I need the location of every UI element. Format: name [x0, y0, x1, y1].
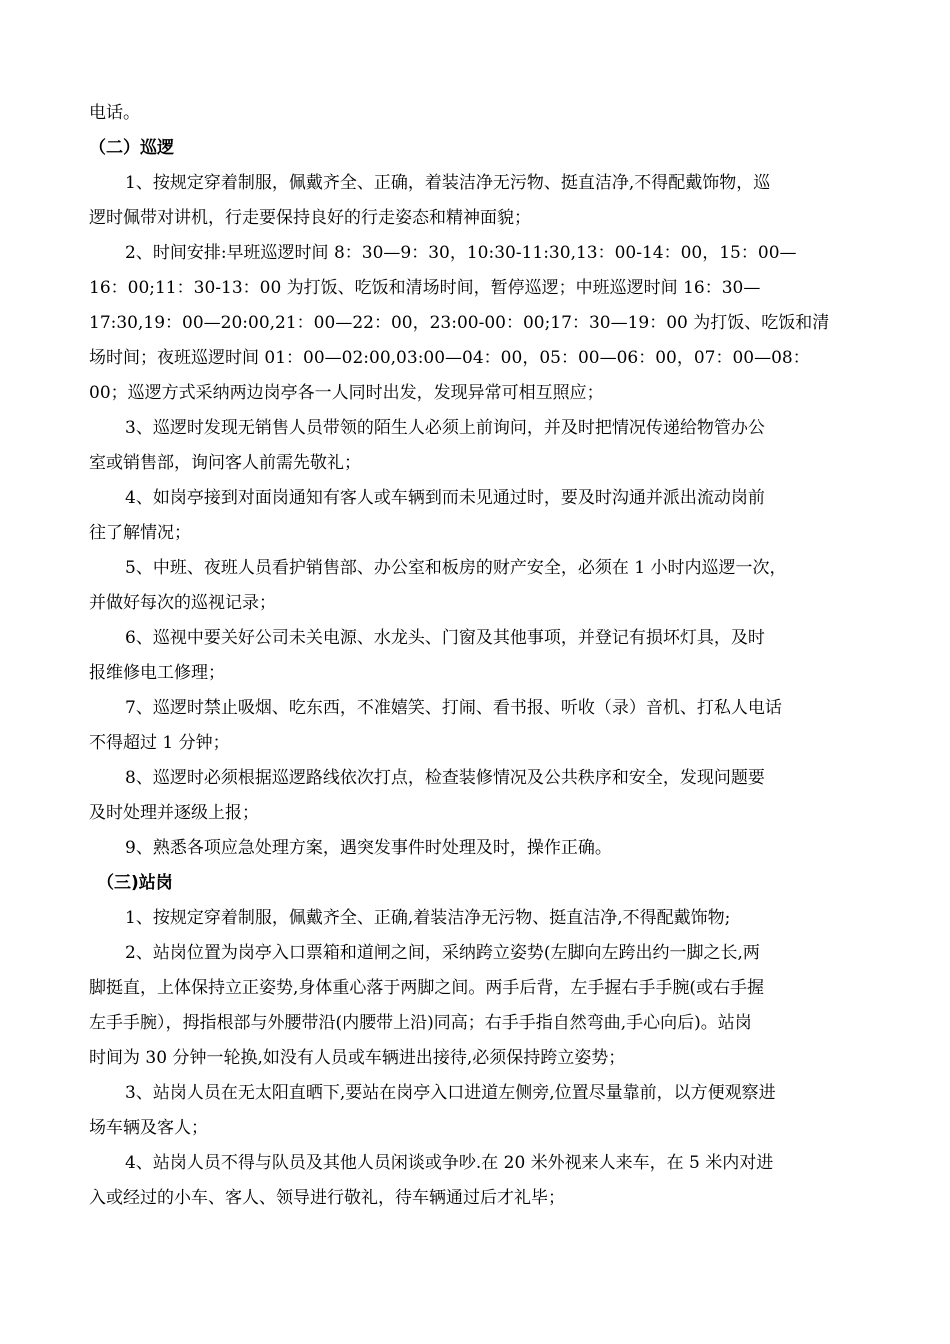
patrol-item-2-line-1: 2、时间安排:早班巡逻时间 8：30—9：30，10:30-11:30,13：00-14：00，15：00— [125, 243, 797, 263]
patrol-item-8-line-1: 8、巡逻时必须根据巡逻路线依次打点，检查装修情况及公共秩序和安全，发现问题要 [125, 768, 765, 788]
document-page [89, 96, 862, 1216]
post-item-2-line-4: 时间为 30 分钟一轮换,如没有人员或车辆进出接待,必须保持跨立姿势； [89, 1048, 626, 1068]
patrol-item-8-line-2: 及时处理并逐级上报； [89, 803, 259, 823]
patrol-item-7-line-2: 不得超过 1 分钟； [89, 733, 230, 753]
post-item-3-line-2: 场车辆及客人； [89, 1118, 208, 1138]
patrol-item-6-line-2: 报维修电工修理； [89, 663, 225, 683]
patrol-item-4-line-1: 4、如岗亭接到对面岗通知有客人或车辆到而未见通过时，要及时沟通并派出流动岗前 [125, 488, 765, 508]
patrol-item-2-line-4: 场时间；夜班巡逻时间 01：00—02:00,03:00—04：00，05：00—06：00，07：00—08： [89, 348, 810, 368]
paragraph-continuation-line: 电话。 [89, 103, 140, 123]
patrol-item-3-line-2: 室或销售部，询问客人前需先敬礼； [89, 453, 361, 473]
post-item-2-line-3: 左手手腕），拇指根部与外腰带沿(内腰带上沿)同高；右手手指自然弯曲,手心向后)。站岗 [89, 1013, 752, 1033]
section-heading-patrol: （二）巡逻 [89, 138, 174, 158]
post-item-3-line-1: 3、站岗人员在无太阳直晒下,要站在岗亭入口进道左侧旁,位置尽量靠前，以方便观察进 [125, 1083, 776, 1103]
patrol-item-2-line-5: 00；巡逻方式采纳两边岗亭各一人同时出发，发现异常可相互照应； [89, 383, 604, 403]
section-heading-standing-post: （三)站岗 [97, 873, 173, 893]
patrol-item-2-line-3: 17:30,19：00—20:00,21：00—22：00，23:00-00：00;17：30—19：00 为打饭、吃饭和清 [89, 313, 830, 333]
post-item-2-line-1: 2、站岗位置为岗亭入口票箱和道闸之间，采纳跨立姿势(左脚向左跨出约一脚之长,两 [125, 943, 760, 963]
patrol-item-4-line-2: 往了解情况； [89, 523, 191, 543]
post-item-4-line-1: 4、站岗人员不得与队员及其他人员闲谈或争吵.在 20 米外视来人来车，在 5 米内对进 [125, 1153, 774, 1173]
patrol-item-1-line-2: 逻时佩带对讲机，行走要保持良好的行走姿态和精神面貌； [89, 208, 531, 228]
patrol-item-6-line-1: 6、巡视中要关好公司未关电源、水龙头、门窗及其他事项，并登记有损坏灯具，及时 [125, 628, 765, 648]
post-item-1-line-1: 1、按规定穿着制服，佩戴齐全、正确,着装洁净无污物、挺直洁净,不得配戴饰物; [125, 908, 731, 928]
patrol-item-1-line-1: 1、按规定穿着制服，佩戴齐全、正确，着装洁净无污物、挺直洁净,不得配戴饰物，巡 [125, 173, 771, 193]
post-item-2-line-2: 脚挺直，上体保持立正姿势,身体重心落于两脚之间。两手后背，左手握右手手腕(或右手握 [89, 978, 765, 998]
patrol-item-9-line-1: 9、熟悉各项应急处理方案，遇突发事件时处理及时，操作正确。 [125, 838, 612, 858]
patrol-item-5-line-2: 并做好每次的巡视记录； [89, 593, 276, 613]
patrol-item-7-line-1: 7、巡逻时禁止吸烟、吃东西，不准嬉笑、打闹、看书报、听收（录）音机、打私人电话 [125, 698, 782, 718]
patrol-item-2-line-2: 16：00;11：30-13：00 为打饭、吃饭和清场时间，暂停巡逻；中班巡逻时间 16：30— [89, 278, 761, 298]
patrol-item-3-line-1: 3、巡逻时发现无销售人员带领的陌生人必须上前询问，并及时把情况传递给物管办公 [125, 418, 765, 438]
post-item-4-line-2: 入或经过的小车、客人、领导进行敬礼，待车辆通过后才礼毕； [89, 1188, 565, 1208]
patrol-item-5-line-1: 5、中班、夜班人员看护销售部、办公室和板房的财产安全，必须在 1 小时内巡逻一次， [125, 558, 787, 578]
